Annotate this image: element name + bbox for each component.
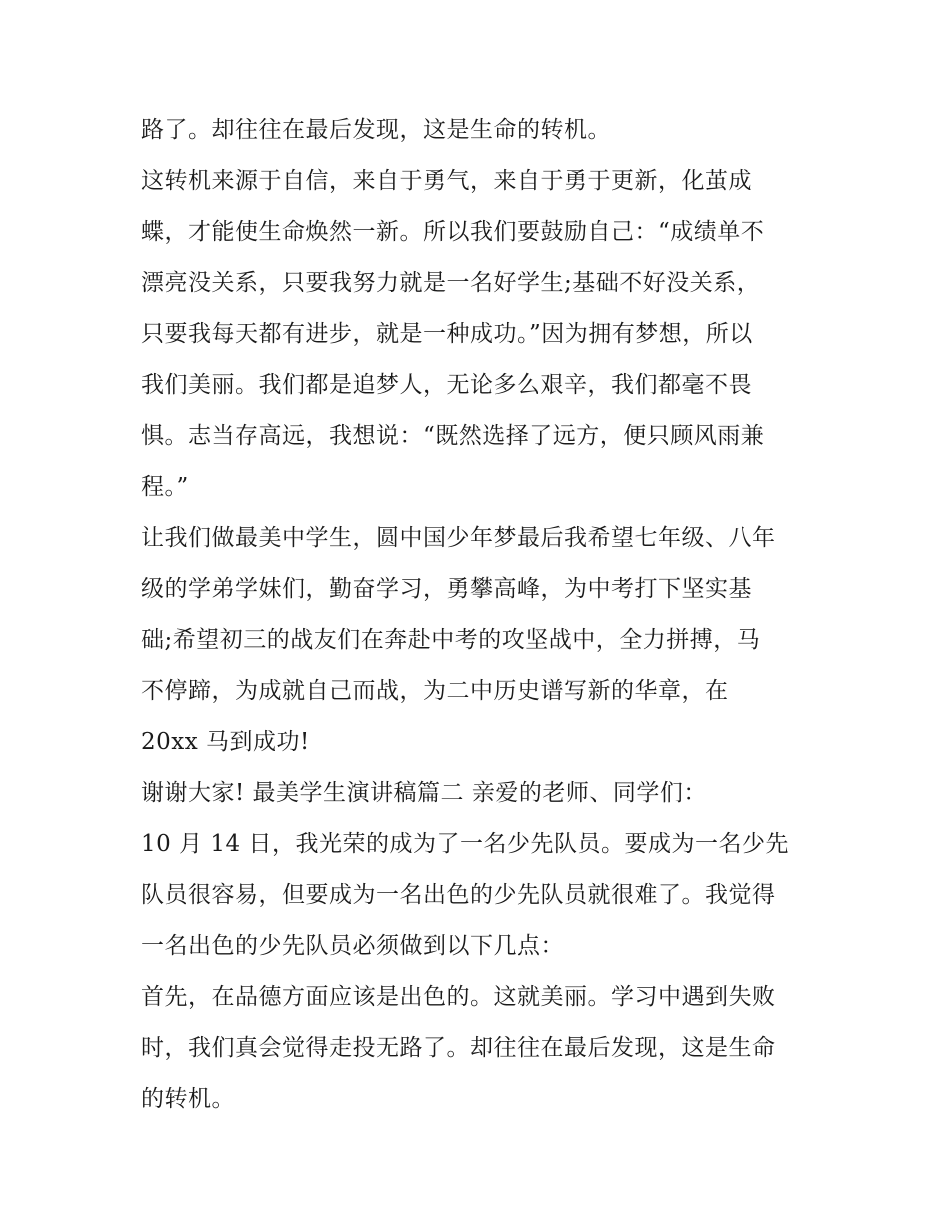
document-body [141, 105, 821, 1125]
text-line: 这转机来源于自信，来自于勇气，来自于勇于更新，化茧成 [141, 168, 752, 194]
text-line: 惧。志当存高远，我想说：“既然选择了远方，便只顾风雨兼 [141, 423, 765, 449]
text-line: 时，我们真会觉得走投无路了。却往往在最后发现，这是生命 [141, 1035, 776, 1061]
text-line: 路了。却往往在最后发现，这是生命的转机。 [141, 117, 611, 143]
text-line: 让我们做最美中学生，圆中国少年梦最后我希望七年级、八年 [141, 525, 776, 551]
text-line: 不停蹄，为成就自己而战，为二中历史谱写新的华章，在 [141, 678, 729, 704]
text-line: 20xx 马到成功! [141, 729, 310, 755]
text-line: 首先，在品德方面应该是出色的。这就美丽。学习中遇到失败 [141, 984, 776, 1010]
text-line: 我们美丽。我们都是追梦人，无论多么艰辛，我们都毫不畏 [141, 372, 752, 398]
text-line: 的转机。 [141, 1086, 235, 1112]
text-line: 级的学弟学妹们，勤奋学习，勇攀高峰，为中考打下坚实基 [141, 576, 752, 602]
text-line: 础;希望初三的战友们在奔赴中考的攻坚战中，全力拼搏，马 [141, 627, 761, 653]
text-line: 漂亮没关系，只要我努力就是一名好学生;基础不好没关系， [141, 270, 761, 296]
text-line: 10 月 14 日，我光荣的成为了一名少先队员。要成为一名少先 [141, 831, 789, 857]
text-line: 一名出色的少先队员必须做到以下几点： [141, 933, 564, 959]
text-line: 程。” [141, 474, 189, 500]
text-line: 谢谢大家! 最美学生演讲稿篇二 亲爱的老师、同学们： [141, 780, 707, 806]
text-line: 只要我每天都有进步，就是一种成功。”因为拥有梦想，所以 [141, 321, 753, 347]
text-line: 队员很容易，但要成为一名出色的少先队员就很难了。我觉得 [141, 882, 776, 908]
text-line: 蝶，才能使生命焕然一新。所以我们要鼓励自己：“成绩单不 [141, 219, 765, 245]
